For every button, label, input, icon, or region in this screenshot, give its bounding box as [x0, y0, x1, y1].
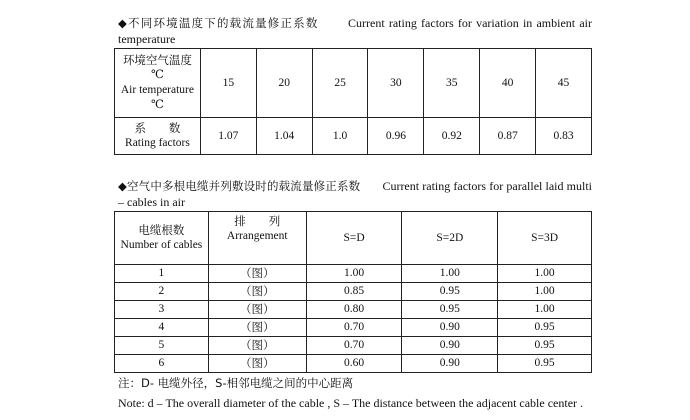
factor-cell: 0.96 — [368, 118, 424, 155]
parallel-cables-factor-table — [114, 211, 592, 373]
temperature-cell: 35 — [424, 49, 480, 118]
temperature-label-en: Air temperature — [120, 84, 194, 96]
table-row — [115, 49, 592, 118]
temperature-cell: 20 — [256, 49, 312, 118]
factor-cell: 0.95 — [498, 355, 592, 373]
table-row — [115, 283, 592, 301]
arrangement-figure-cell: （图） — [208, 283, 306, 301]
cable-count-cell: 4 — [115, 319, 209, 337]
arrangement-figure-cell: （图） — [208, 319, 306, 337]
section1-heading-en: Current rating factors for variation in ambient air temperature — [118, 16, 592, 46]
factor-cell: 1.00 — [498, 301, 592, 319]
spacing-header-sd: S=D — [306, 212, 402, 265]
factor-cell: 0.83 — [536, 118, 592, 155]
factor-cell: 0.87 — [480, 118, 536, 155]
arrangement-figure-cell: （图） — [208, 301, 306, 319]
arrangement-label-cn: 排 列 — [234, 214, 281, 228]
factor-cell: 0.92 — [424, 118, 480, 155]
temperature-cell: 30 — [368, 49, 424, 118]
factor-cell: 0.60 — [306, 355, 402, 373]
factor-cell: 1.07 — [200, 118, 256, 155]
section2-heading-cn: ◆空气中多根电缆并列敷设时的载流量修正系数 — [118, 179, 361, 193]
spacing-header-s3d: S=3D — [498, 212, 592, 265]
factor-cell: 1.00 — [498, 283, 592, 301]
temperature-cell: 40 — [480, 49, 536, 118]
note-cn: 注：D- 电缆外径，S-相邻电缆之间的中心距离 — [118, 376, 354, 390]
cable-count-cell: 1 — [115, 265, 209, 283]
section2-heading — [118, 178, 592, 210]
table-row — [115, 319, 592, 337]
table-row — [115, 118, 592, 155]
factor-cell: 0.95 — [498, 319, 592, 337]
factor-header-cell — [115, 118, 201, 155]
section1-heading-cn: ◆不同环境温度下的载流量修正系数 — [118, 16, 319, 30]
arrangement-label-en: Arrangement — [226, 230, 288, 242]
factor-cell: 0.95 — [402, 301, 498, 319]
section1-heading — [118, 15, 592, 47]
spacing-header-s2d: S=2D — [402, 212, 498, 265]
cable-count-cell: 3 — [115, 301, 209, 319]
note-en: Note: d – The overall diameter of the cable , S – The distance between the adjacent cable center . — [118, 396, 584, 410]
temperature-unit: ℃ — [151, 99, 164, 111]
factor-cell: 0.90 — [402, 355, 498, 373]
factor-cell: 0.80 — [306, 301, 402, 319]
factor-cell: 1.04 — [256, 118, 312, 155]
temperature-unit: ℃ — [151, 69, 164, 81]
factor-cell: 1.00 — [498, 265, 592, 283]
factor-cell: 0.90 — [402, 337, 498, 355]
temperature-cell: 45 — [536, 49, 592, 118]
table-row — [115, 265, 592, 283]
table-row — [115, 212, 592, 265]
table-row — [115, 301, 592, 319]
cable-count-cell: 6 — [115, 355, 209, 373]
temperature-cell: 25 — [312, 49, 368, 118]
temperature-cell: 15 — [200, 49, 256, 118]
factor-cell: 0.70 — [306, 337, 402, 355]
table-row — [115, 337, 592, 355]
factor-cell: 1.0 — [312, 118, 368, 155]
factor-cell: 0.95 — [498, 337, 592, 355]
temperature-label-cn: 环境空气温度 — [122, 53, 192, 67]
arrangement-figure-cell: （图） — [208, 337, 306, 355]
table-row — [115, 355, 592, 373]
cable-count-cell: 2 — [115, 283, 209, 301]
factor-cell: 0.70 — [306, 319, 402, 337]
cable-count-cell: 5 — [115, 337, 209, 355]
factor-label-cn: 系 数 — [134, 121, 181, 135]
number-of-cables-header — [115, 212, 209, 265]
factor-cell: 1.00 — [402, 265, 498, 283]
factor-label-en: Rating factors — [125, 137, 190, 149]
arrangement-figure-cell: （图） — [208, 265, 306, 283]
number-of-cables-label-cn: 电缆根数 — [138, 223, 185, 237]
section2-heading-en: Current rating factors for parallel laid multi – cables in air — [118, 179, 593, 209]
number-of-cables-label-en: Number of cables — [120, 239, 203, 251]
factor-cell: 1.00 — [306, 265, 402, 283]
arrangement-header — [208, 212, 306, 265]
factor-cell: 0.85 — [306, 283, 402, 301]
temperature-header-cell — [115, 49, 201, 118]
arrangement-figure-cell: （图） — [208, 355, 306, 373]
temperature-factor-table — [114, 48, 592, 155]
factor-cell: 0.95 — [402, 283, 498, 301]
factor-cell: 0.90 — [402, 319, 498, 337]
